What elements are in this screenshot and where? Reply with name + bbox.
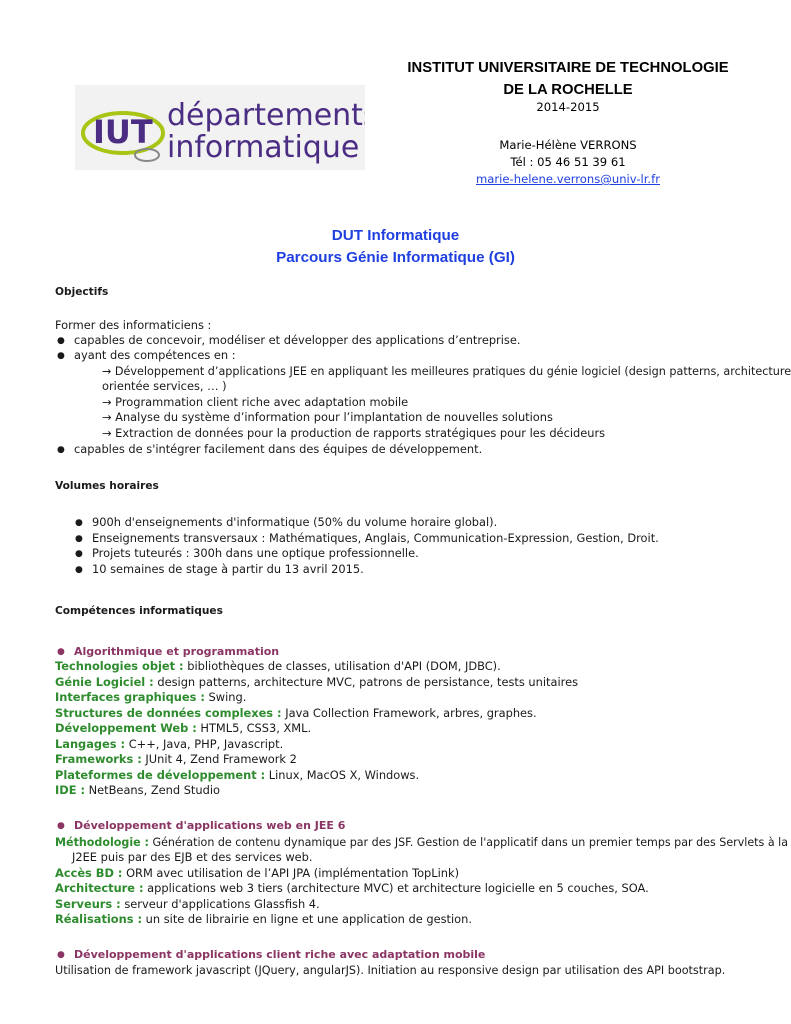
skill-line: Structures de données complexes : Java Collection Framework, arbres, graphes. (55, 706, 537, 720)
bullet-icon: ● (75, 565, 83, 575)
skill-line: IDE : NetBeans, Zend Studio (55, 783, 220, 797)
bullet-icon: ● (75, 518, 83, 528)
contact-phone: Tél : 05 46 51 39 61 (510, 155, 626, 169)
skill-line-cont: J2EE puis par des EJB et des services web. (72, 850, 313, 864)
skill-line: Génie Logiciel : design patterns, architecture MVC, patrons de persistance, tests unitaires (55, 675, 579, 689)
objectif-item: capables de s'intégrer facilement dans des équipes de développement. (74, 442, 483, 456)
bullet-icon: ● (57, 821, 65, 831)
iut-logo (75, 85, 365, 170)
institution-name-line1: INSTITUT UNIVERSITAIRE DE TECHNOLOGIE (407, 60, 729, 76)
competence-arrow-item-cont: orientée services, … ) (102, 379, 227, 393)
skill-line: Interfaces graphiques : Swing. (55, 690, 247, 704)
logo-informatique-text: informatique (167, 130, 360, 165)
contact-email-link[interactable]: marie-helene.verrons@univ-lr.fr (476, 172, 660, 186)
bullet-icon: ● (57, 647, 65, 657)
logo-iut-text: IUT (93, 113, 153, 151)
bullet-icon: ● (57, 950, 65, 960)
competence-arrow-item: → Extraction de données pour la production de rapports stratégiques pour les décideurs (102, 426, 606, 440)
competence-arrow-item: → Programmation client riche avec adaptation mobile (102, 395, 409, 409)
section-algo-title: Algorithmique et programmation (74, 645, 280, 658)
skill-line: Développement Web : HTML5, CSS3, XML. (55, 721, 312, 735)
logo-departements-text: départements (167, 98, 365, 133)
skill-line: Technologies objet : bibliothèques de classes, utilisation d'API (DOM, JDBC). (55, 659, 501, 673)
academic-year: 2014-2015 (536, 100, 600, 114)
section-jee-title: Développement d'applications web en JEE 6 (74, 819, 346, 832)
competence-arrow-item: → Analyse du système d’information pour l’implantation de nouvelles solutions (102, 410, 553, 424)
bullet-icon: ● (57, 351, 65, 361)
page-subtitle: Parcours Génie Informatique (GI) (276, 249, 515, 266)
bullet-icon: ● (75, 549, 83, 559)
bullet-icon: ● (75, 534, 83, 544)
contact-name: Marie-Hélène VERRONS (499, 138, 637, 152)
skill-line: Langages : C++, Java, PHP, Javascript. (55, 737, 284, 751)
page-title: DUT Informatique (331, 227, 460, 244)
volume-item: 10 semaines de stage à partir du 13 avril 2015. (92, 562, 364, 576)
volume-item: 900h d'enseignements d'informatique (50% du volume horaire global). (92, 515, 498, 529)
competence-arrow-item: → Développement d’applications JEE en appliquant les meilleures pratiques du génie logiciel (design patterns, architecture (102, 365, 791, 378)
skill-line: Réalisations : un site de librairie en ligne et une application de gestion. (55, 912, 472, 926)
objectif-item: ayant des compétences en : (74, 348, 236, 362)
bullet-icon: ● (57, 445, 65, 455)
volumes-heading: Volumes horaires (55, 480, 159, 492)
skill-line: Architecture : applications web 3 tiers (architecture MVC) et architecture logicielle en 5 couches, SOA. (55, 881, 649, 895)
objectif-item: capables de concevoir, modéliser et développer des applications d’entreprise. (74, 333, 521, 347)
competences-heading: Compétences informatiques (55, 605, 223, 617)
skill-line: Plateformes de développement : Linux, MacOS X, Windows. (55, 768, 420, 782)
objectifs-heading: Objectifs (55, 286, 109, 298)
bullet-icon: ● (57, 336, 65, 346)
skill-line: Frameworks : JUnit 4, Zend Framework 2 (55, 752, 297, 766)
objectifs-intro: Former des informaticiens : (55, 318, 212, 332)
volume-item: Enseignements transversaux : Mathématiques, Anglais, Communication-Expression, Gestion, Droit. (92, 531, 659, 545)
section-mobile-title: Développement d'applications client riche avec adaptation mobile (74, 948, 486, 961)
skill-line: Méthodologie : Génération de contenu dynamique par des JSF. Gestion de l'applicatif dans un premier temps par des Servlets à la (55, 836, 789, 849)
skill-line: Accès BD : ORM avec utilisation de l’API JPA (implémentation TopLink) (55, 866, 460, 880)
volume-item: Projets tuteurés : 300h dans une optique professionnelle. (92, 546, 419, 560)
skill-line: Serveurs : serveur d'applications Glassfish 4. (55, 897, 320, 911)
mobile-description: Utilisation de framework javascript (JQuery, angularJS). Initiation au responsive design par utilisation des API bootstrap. (55, 964, 726, 977)
institution-name-line2: DE LA ROCHELLE (503, 82, 633, 98)
